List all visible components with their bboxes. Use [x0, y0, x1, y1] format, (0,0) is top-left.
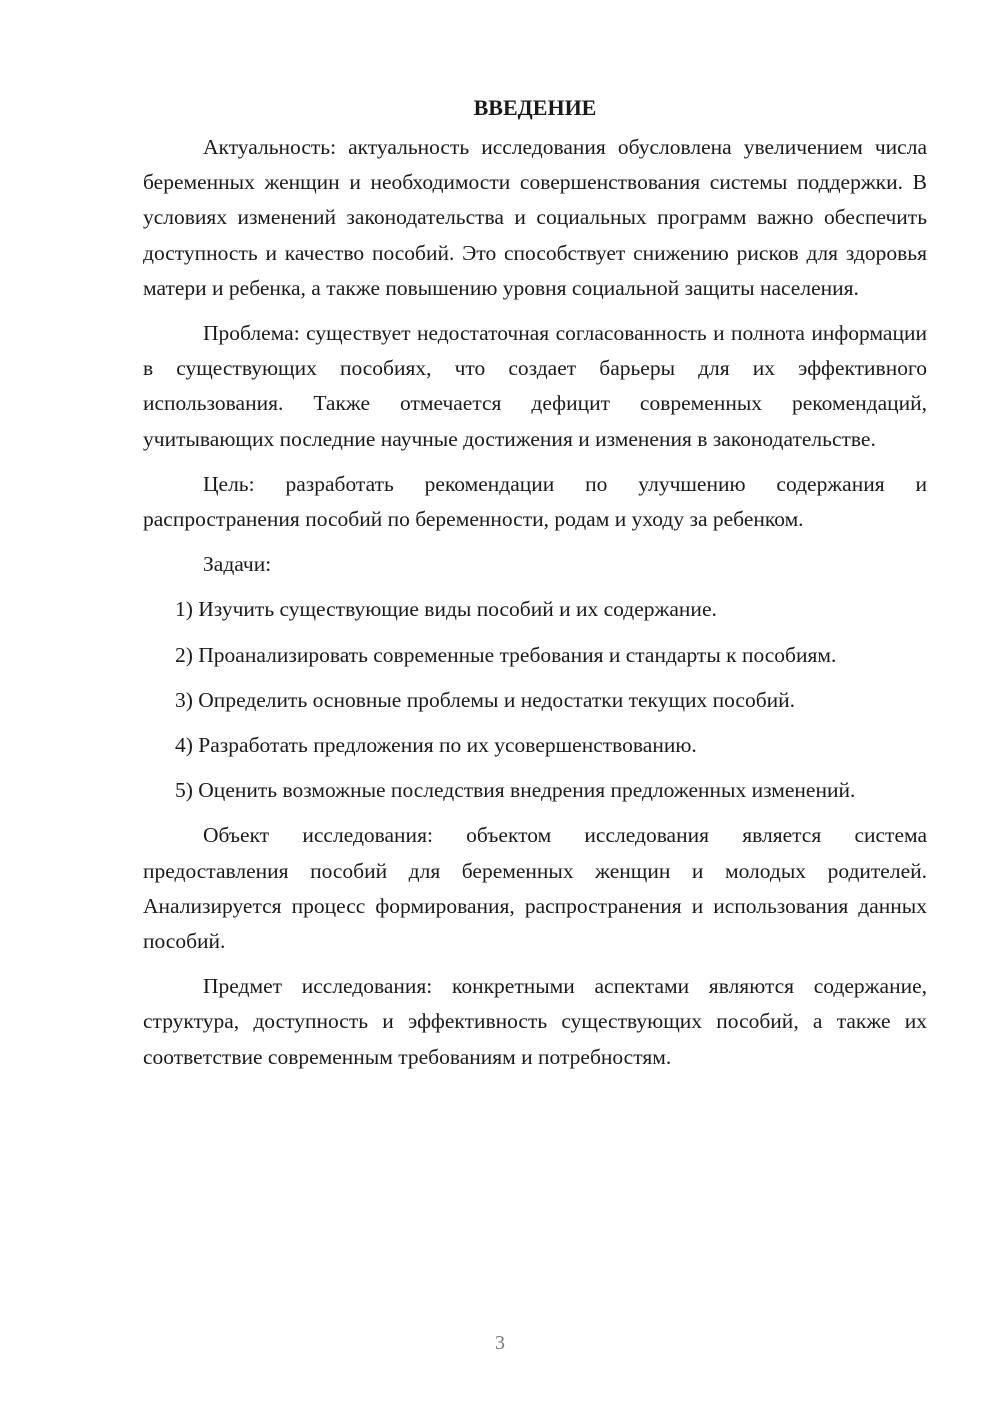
paragraph-object: Объект исследования: объектом исследования является система предоставления пособий для беременных женщин и молодых родителей. Анализируется процесс формирования, распространения и использования данных пособий. — [143, 823, 927, 954]
tasks-label: Задачи: — [203, 552, 272, 577]
list-item: 3) Определить основные проблемы и недостатки текущих пособий. — [175, 687, 796, 712]
page-number: 3 — [495, 1332, 505, 1354]
list-item: 1) Изучить существующие виды пособий и их содержание. — [175, 597, 717, 622]
paragraph-relevance: Актуальность: актуальность исследования обусловлена увеличением числа беременных женщин и необходимости совершенствования системы поддержки. В условиях изменений законодательства и социальных программ важно обеспечить доступность и качество пособий. Это способствует снижению рисков для здоровья матери и ребенка, а также повышению уровня социальной защиты населения. — [143, 135, 927, 300]
list-item: 2) Проанализировать современные требования и стандарты к пособиям. — [175, 642, 837, 667]
list-item: 4) Разработать предложения по их усовершенствованию. — [175, 733, 697, 758]
list-item: 5) Оценить возможные последствия внедрения предложенных изменений. — [175, 778, 856, 803]
document-page — [143, 90, 927, 1085]
paragraph-problem: Проблема: существует недостаточная согласованность и полнота информации в существующих пособиях, что создает барьеры для их эффективного использования. Также отмечается дефицит современных рекомендаций, учитывающих последние научные достижения и изменения в законодательстве. — [143, 321, 927, 451]
tasks-list — [143, 592, 927, 808]
page-title: ВВЕДЕНИЕ — [473, 95, 597, 120]
paragraph-subject: Предмет исследования: конкретными аспектами являются содержание, структура, доступность и эффективность существующих пособий, а также их соответствие современным требованиям и потребностям. — [143, 974, 927, 1069]
paragraph-goal: Цель: разработать рекомендации по улучшению содержания и распространения пособий по беременности, родам и уходу за ребенком. — [143, 471, 927, 532]
